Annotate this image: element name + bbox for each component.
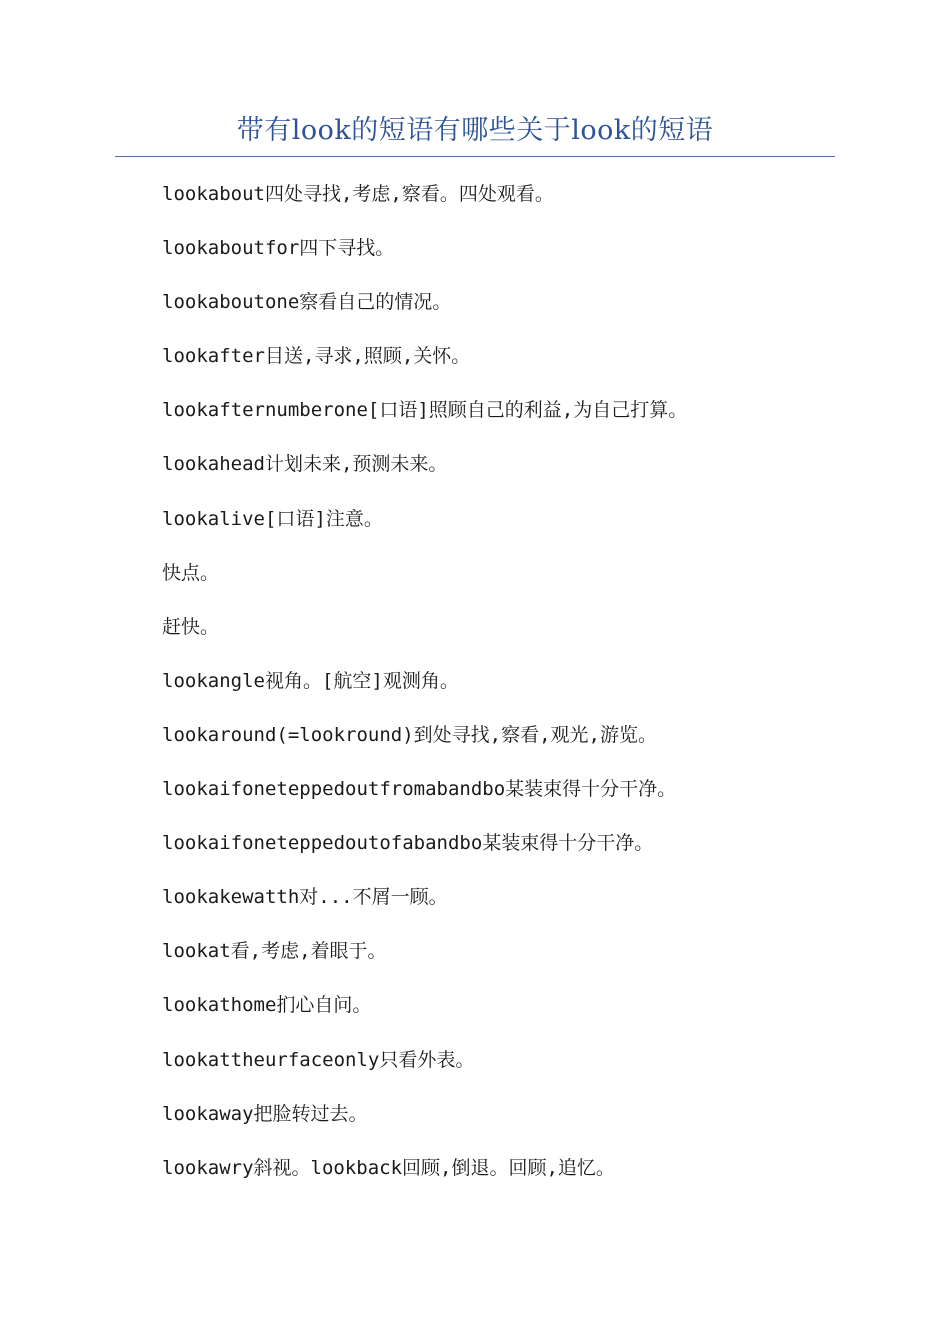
paragraph-line: lookaifoneteppedoutofabandbo某装束得十分干净。 <box>162 832 654 855</box>
paragraph-line: lookakewatth对...不屑一顾。 <box>162 886 448 909</box>
document-title: 带有look的短语有哪些关于look的短语 <box>236 115 714 146</box>
paragraph-line: lookaway把脸转过去。 <box>162 1102 368 1125</box>
paragraph-line: lookaboutone察看自己的情况。 <box>162 291 452 314</box>
paragraph-line: lookathome扪心自问。 <box>162 994 372 1017</box>
paragraph-line: lookaround(=lookround)到处寻找,察看,观光,游览。 <box>162 723 657 746</box>
paragraph-line: lookaifoneteppedoutfromabandbo某装束得十分干净。 <box>162 778 677 801</box>
paragraph-line: lookat看,考虑,着眼于。 <box>162 940 387 963</box>
paragraph-line: lookaboutfor四下寻找。 <box>162 237 395 260</box>
paragraph-line: lookahead计划未来,预测未来。 <box>162 453 448 476</box>
title-block <box>115 108 835 157</box>
paragraph-line: 赶快。 <box>162 615 220 638</box>
document-body <box>162 174 862 1202</box>
paragraph-line: lookangle视角。[航空]观测角。 <box>162 669 459 692</box>
paragraph-line: lookalive[口语]注意。 <box>162 507 383 530</box>
paragraph-line: lookattheurfaceonly只看外表。 <box>162 1048 475 1071</box>
paragraph-line: 快点。 <box>162 561 220 584</box>
paragraph-line: lookabout四处寻找,考虑,察看。四处观看。 <box>162 183 554 205</box>
paragraph-line: lookafternumberone[口语]照顾自己的利益,为自己打算。 <box>162 399 688 422</box>
paragraph-line: lookafter目送,寻求,照顾,关怀。 <box>162 345 471 368</box>
paragraph-line: lookawry斜视。lookback回顾,倒退。回顾,追忆。 <box>162 1156 615 1179</box>
